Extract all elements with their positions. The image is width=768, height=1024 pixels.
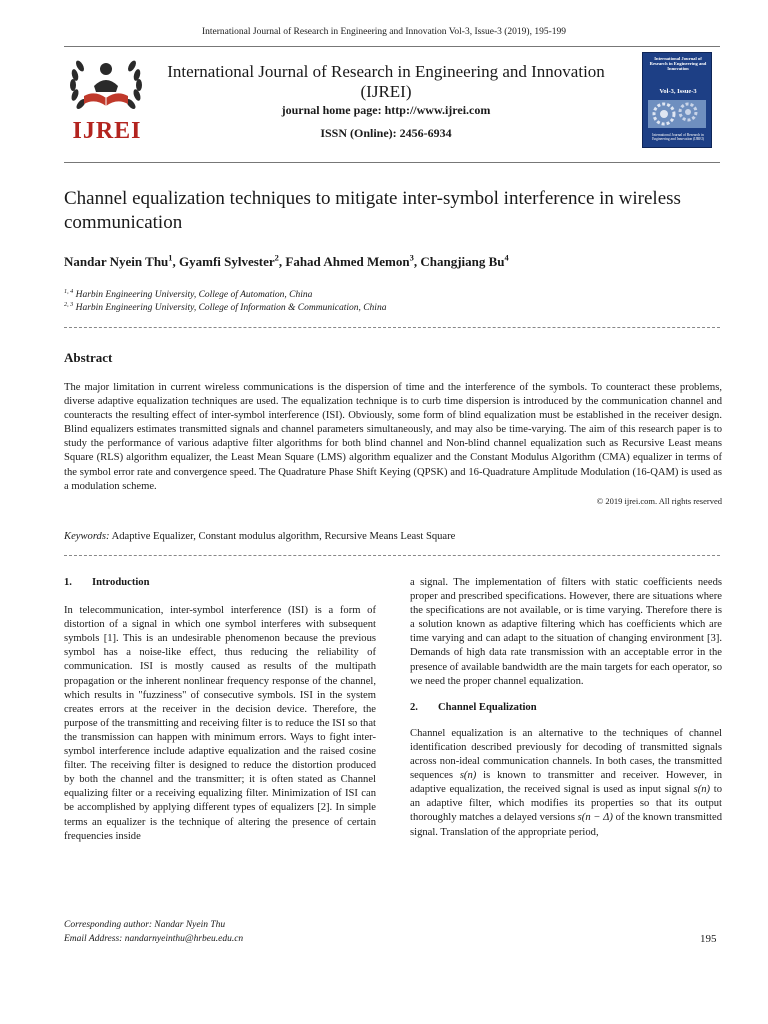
author-sup: 2	[274, 252, 279, 263]
section-heading	[410, 701, 722, 715]
author-name: Changjiang Bu	[420, 254, 505, 269]
page-number: 195	[700, 933, 717, 945]
cover-gears-icon	[648, 100, 706, 128]
footer-correspondence	[64, 918, 243, 946]
affiliation	[64, 303, 724, 313]
text-run: of the known transmitted signal. Translation of the appropriate period,	[410, 812, 722, 838]
channel-eq-paragraph	[410, 727, 722, 840]
affiliation-sup: 2, 3	[64, 301, 74, 308]
author-sup: 4	[504, 252, 509, 263]
author-email[interactable]: Email Address: nandarnyeinthu@hrbeu.edu.cn	[64, 934, 244, 944]
section-number: 2.	[410, 701, 418, 713]
laurel-book-icon	[60, 52, 152, 118]
intro-paragraph-continued: a signal. The implementation of filters with static coefficients needs proper and prescribed specifications. However, there are situations where the specifications are not available, or is time varying. Therefore there is a solution known as adaptive filtering which has coefficients which are time varying and can adapt to the situation of changing environment [3]. Demands of high data rate transmission with an acceptable error in the presence of available bandwidth are the main targets for each operator, so we need the proper channel equalization.	[410, 577, 722, 687]
copyright-notice: © 2019 ijrei.com. All rights reserved	[596, 495, 722, 506]
abstract-heading: Abstract	[64, 350, 113, 365]
abstract-text: The major limitation in current wireless communications is the dispersion of time and the interference of the symbols. To counteract these problems, diverse adaptive equalization techniques are used. The equalization technique is to curb time dispersion is introduced by the communication channel and counteracts the resulting effect of inter-symbol interference (ISI). Obviously, some form of blind equalization must be established in the receiver design. Blind equalizers estimates transmitted signals and channel parameters simultaneously, and may also be time-varying. The aim of this research paper is to study the performance of various adaptive filter algorithms for both blind channel and Non-blind channel equalization such as Recursive Least means Square (RLS) algorithm equalizer, the Least Mean Square (LMS) algorithm equalizer and the Constant Modulus Algorithm (CMA) equalizer in terms of the symbol error rate and convergence speed. The Quadrature Phase Shift Keying (QPSK) and 16-Quadrature Amplitude Modulation (16-QAM) is used as a modulation scheme.	[64, 382, 722, 492]
keywords-rule	[64, 555, 720, 556]
cover-footer: International Journal of Research in Engineering and Innovation (IJREI)	[652, 133, 704, 142]
journal-title	[156, 62, 616, 102]
affiliation-sup: 1, 4	[64, 288, 74, 295]
logo-wordmark: IJREI	[72, 118, 142, 144]
section-number: 1.	[64, 577, 72, 588]
author-list: Nandar Nyein Thu$^1$, Gyamfi Sylvester$^2$, Fahad Ahmed Memon$^3$, Changjiang Bu$^4$	[64, 252, 509, 269]
math-s-n-delta: s(n − Δ)	[577, 812, 613, 824]
journal-cover-thumbnail	[642, 52, 712, 148]
affiliation-text: Harbin Engineering University, College of Automation, China	[73, 290, 313, 300]
running-head: International Journal of Research in Engineering and Innovation Vol-3, Issue-3 (2019), 195-199	[202, 27, 566, 37]
affiliation	[64, 290, 724, 300]
keywords	[64, 531, 724, 542]
right-column	[410, 576, 722, 840]
cover-volume: Vol-3, Issue-3	[659, 88, 697, 95]
section-heading	[64, 576, 376, 590]
section-title: Channel Equalization	[438, 701, 537, 713]
affiliation-text: Harbin Engineering University, College of Information & Communication, China	[73, 303, 387, 313]
paper-title: Channel equalization techniques to mitigate inter-symbol interference in wireless communication	[64, 188, 681, 233]
ijrei-logo	[60, 52, 152, 148]
author-name: Gyamfi Sylvester	[179, 254, 275, 269]
journal-title-line2: (IJREI)	[360, 82, 412, 101]
math-s-n: s(n)	[459, 770, 477, 782]
author-sup: 3	[409, 252, 414, 263]
keywords-text: Adaptive Equalizer, Constant modulus algorithm, Recursive Means Least Square	[109, 531, 456, 542]
abstract-body	[64, 381, 722, 508]
author-name: Fahad Ahmed Memon	[285, 254, 410, 269]
left-column	[64, 576, 376, 844]
math-s-n: s(n)	[693, 784, 711, 796]
corresponding-author: Corresponding author: Nandar Nyein Thu	[64, 920, 226, 930]
intro-paragraph: In telecommunication, inter-symbol interference (ISI) is a form of distortion of a signal in which one symbol interferes with subsequent symbols [1]. This is an undesirable phenomenon because the previous symbol has a noise-like effect, thus reducing the reliability of communication. ISI is mostly caused as results of the multipath propagation or the inherent nonlinear frequency response of the channel, which results in "fuzziness" of consecutive symbols. ISI in the system creates errors at the receiver in the decision device. Therefore, the purpose of the transmitting and receiving filter is to reduce the ISI so that the transmission can happen with minimum errors. Ways to fight inter-symbol interference include adaptive equalization and the raised cosine filter. The receiving filter is designed to reduce the distortion produced by both the channel and the transmitter; it is often stated as Channel equalizing filter or a receiving equalizing filter. Minimization of ISI can be accomplished by applying different types of equalizers [2]. In simple terms an equalizer is the technique of altering the presence of certain frequencies inside	[64, 605, 376, 842]
cover-title: International Journal of Research in Engineering and Innovation	[649, 56, 707, 72]
text-run: to an adaptive filter, which modifies its properties so that its output thoroughly matches a delayed versions	[410, 784, 723, 824]
text-run: is known to transmitter and receiver. However, in adaptive equalization, the received signal is used as input signal	[410, 770, 722, 796]
header-top-rule	[64, 46, 720, 47]
author-sup: 1	[168, 252, 173, 263]
keywords-label: Keywords:	[64, 531, 110, 542]
text-run: Channel equalization is an alternative to the techniques of channel identification described previously for decoding of transmitted signals across non-ideal communication channels. In both cases, the transmitted sequences	[410, 727, 722, 782]
journal-title-line1: International Journal of Research in Engineering and Innovation	[167, 62, 605, 81]
header-bottom-rule	[64, 162, 720, 163]
affiliation-rule	[64, 327, 720, 328]
section-title: Introduction	[92, 577, 150, 588]
author-name: Nandar Nyein Thu	[64, 254, 169, 269]
journal-issn: ISSN (Online): 2456-6934	[320, 126, 452, 140]
journal-homepage[interactable]: journal home page: http://www.ijrei.com	[281, 103, 491, 117]
